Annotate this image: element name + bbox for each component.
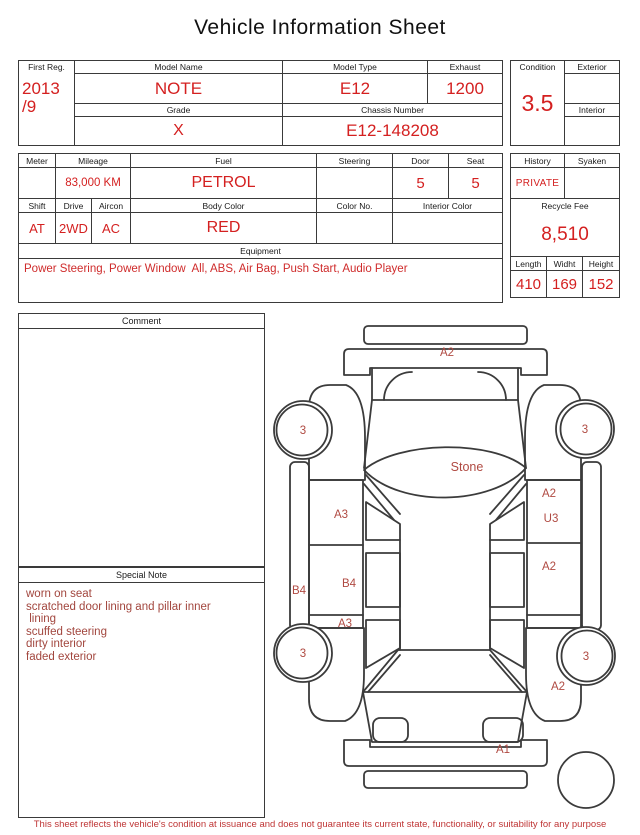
exhaust-label: Exhaust	[428, 61, 502, 74]
roof-rails	[400, 540, 490, 650]
door-label: Door	[393, 154, 449, 167]
seat-value: 5	[471, 174, 480, 192]
comment-box	[18, 313, 265, 567]
mileage-value: 83,000 KM	[56, 168, 131, 198]
chassis-label: Chassis Number	[283, 104, 502, 117]
note-line: worn on seat	[26, 588, 92, 600]
first-reg-label: First Reg.	[28, 62, 65, 72]
spare-tire	[558, 752, 614, 808]
drive-value: 2WD	[56, 213, 92, 243]
equipment-value: Power Steering, Power Window All, ABS, Air Bag, Push Start, Audio Player	[24, 263, 408, 275]
door-value: 5	[393, 168, 449, 198]
model-type-label: Model Type	[283, 61, 428, 74]
meter-label: Meter	[19, 154, 56, 167]
width-value: 169	[547, 271, 583, 297]
spec-header-row-1	[19, 154, 502, 168]
exterior-label: Exterior	[565, 61, 619, 74]
note-line: scuffed steering	[26, 625, 107, 638]
body-color-label: Body Color	[131, 199, 317, 212]
height-label: Height	[588, 258, 614, 269]
exhaust-value: 1200	[428, 74, 502, 104]
cowl-arc-left	[384, 372, 412, 400]
tail-light-left	[373, 718, 408, 742]
fees-value-row	[511, 168, 619, 199]
damage-label-left-sill: B4	[291, 585, 307, 597]
damage-label-right-rear-fender: A2	[550, 681, 566, 693]
right-door-panels	[527, 480, 581, 628]
first-reg-cell	[19, 61, 75, 145]
special-note-text	[19, 583, 264, 669]
spec-value-row-2	[19, 213, 502, 244]
page-title: Vehicle Information Sheet	[194, 16, 446, 39]
footer-disclaimer: This sheet reflects the vehicle's condition at issuance and does not guarantee its current state, functionality, or suitability for any purpose	[33, 819, 607, 830]
tail-light-right	[483, 718, 523, 742]
width-label: Widht	[547, 257, 583, 270]
cowl-panel	[372, 368, 518, 400]
color-no-label: Color No.	[317, 199, 393, 212]
damage-label-front-bumper: A2	[439, 347, 455, 359]
trunk-panel	[363, 692, 527, 742]
car-damage-diagram	[270, 310, 640, 810]
damage-label-right-front-door-1: A2	[541, 488, 557, 500]
body-color-value: RED	[131, 213, 317, 243]
interior-label: Interior	[565, 104, 619, 117]
condition-cell	[511, 61, 565, 145]
damage-label-left-rear-door: B4	[341, 578, 357, 590]
note-line: lining	[26, 613, 57, 626]
dimension-header-row	[511, 257, 619, 271]
aircon-value: AC	[92, 213, 131, 243]
color-no-value	[317, 213, 393, 243]
dimension-value-row	[511, 271, 619, 297]
right-rear-window	[490, 553, 524, 607]
syaken-value	[565, 168, 619, 198]
shift-label: Shift	[19, 199, 56, 212]
syaken-label: Syaken	[577, 155, 607, 166]
cowl-arc-right	[478, 372, 506, 400]
aircon-label: Aircon	[92, 199, 131, 212]
note-line: dirty interior	[26, 638, 87, 651]
damage-label-right-rear-door: A2	[541, 561, 557, 573]
damage-label-left-rocker: A3	[337, 618, 353, 630]
right-sill	[582, 462, 601, 630]
model-name-value: NOTE	[75, 74, 283, 104]
model-name-label: Model Name	[75, 61, 283, 74]
grade-value: X	[75, 117, 283, 145]
interior-color-value	[393, 213, 502, 243]
damage-label-rear-right-wheel: 3	[582, 651, 590, 663]
d-pillar-left	[368, 655, 400, 692]
steering-value	[317, 168, 393, 198]
left-door-panels	[309, 480, 363, 628]
history-label: History	[511, 154, 565, 167]
model-type-value: E12	[283, 74, 428, 104]
left-rear-window	[366, 553, 400, 607]
seat-label: Seat	[466, 155, 485, 166]
damage-label-front-left-wheel: 3	[299, 425, 307, 437]
first-reg-value: 2013 /9	[22, 79, 60, 116]
fuel-label: Fuel	[131, 154, 317, 167]
spec-value-row-1	[19, 168, 502, 199]
length-label: Length	[511, 257, 547, 270]
spec-table	[18, 153, 503, 303]
drive-label: Drive	[56, 199, 92, 212]
mileage-label: Mileage	[56, 154, 131, 167]
damage-label-hood: Stone	[450, 460, 484, 474]
fees-header-row	[511, 154, 619, 168]
recycle-fee-label: Recycle Fee	[541, 201, 589, 211]
damage-label-front-right-wheel: 3	[581, 424, 589, 436]
fees-table	[510, 153, 620, 298]
condition-label: Condition	[519, 62, 556, 72]
length-value: 410	[511, 271, 547, 297]
interior-color-label: Interior Color	[422, 200, 473, 211]
height-value: 152	[588, 275, 614, 293]
note-line: scratched door lining and pillar inner	[26, 600, 211, 613]
shift-value: AT	[19, 213, 56, 243]
vehicle-info-table	[18, 60, 503, 146]
recycle-fee-value: 8,510	[511, 213, 619, 257]
grade-label: Grade	[75, 104, 283, 117]
spec-header-row-2	[19, 199, 502, 213]
damage-label-rear-bumper: A1	[495, 744, 511, 756]
comment-label: Comment	[19, 314, 264, 329]
chassis-value: E12-148208	[346, 121, 439, 140]
steering-label: Steering	[317, 154, 393, 167]
fuel-value: PETROL	[131, 168, 317, 198]
special-note-label: Special Note	[19, 568, 264, 583]
meter-value	[19, 168, 56, 198]
note-line: faded exterior	[26, 650, 97, 663]
rear-lower-bar	[364, 771, 527, 788]
history-value: PRIVATE	[511, 168, 565, 198]
equipment-label: Equipment	[19, 244, 502, 259]
condition-value: 3.5	[521, 90, 554, 116]
left-sill	[290, 462, 309, 630]
damage-label-rear-left-wheel: 3	[299, 648, 307, 660]
d-pillar-right	[490, 655, 522, 692]
interior-value	[565, 117, 619, 145]
special-note-box	[18, 567, 265, 818]
rear-bumper	[344, 740, 547, 766]
front-upper-bar	[364, 326, 527, 344]
damage-label-left-front-door: A3	[333, 509, 349, 521]
hood-panel	[364, 447, 526, 497]
damage-label-right-front-door-2: U3	[543, 513, 559, 525]
exterior-value	[565, 74, 619, 104]
body-side-front	[364, 400, 526, 468]
right-door-dividers	[527, 543, 581, 615]
condition-table	[510, 60, 620, 146]
